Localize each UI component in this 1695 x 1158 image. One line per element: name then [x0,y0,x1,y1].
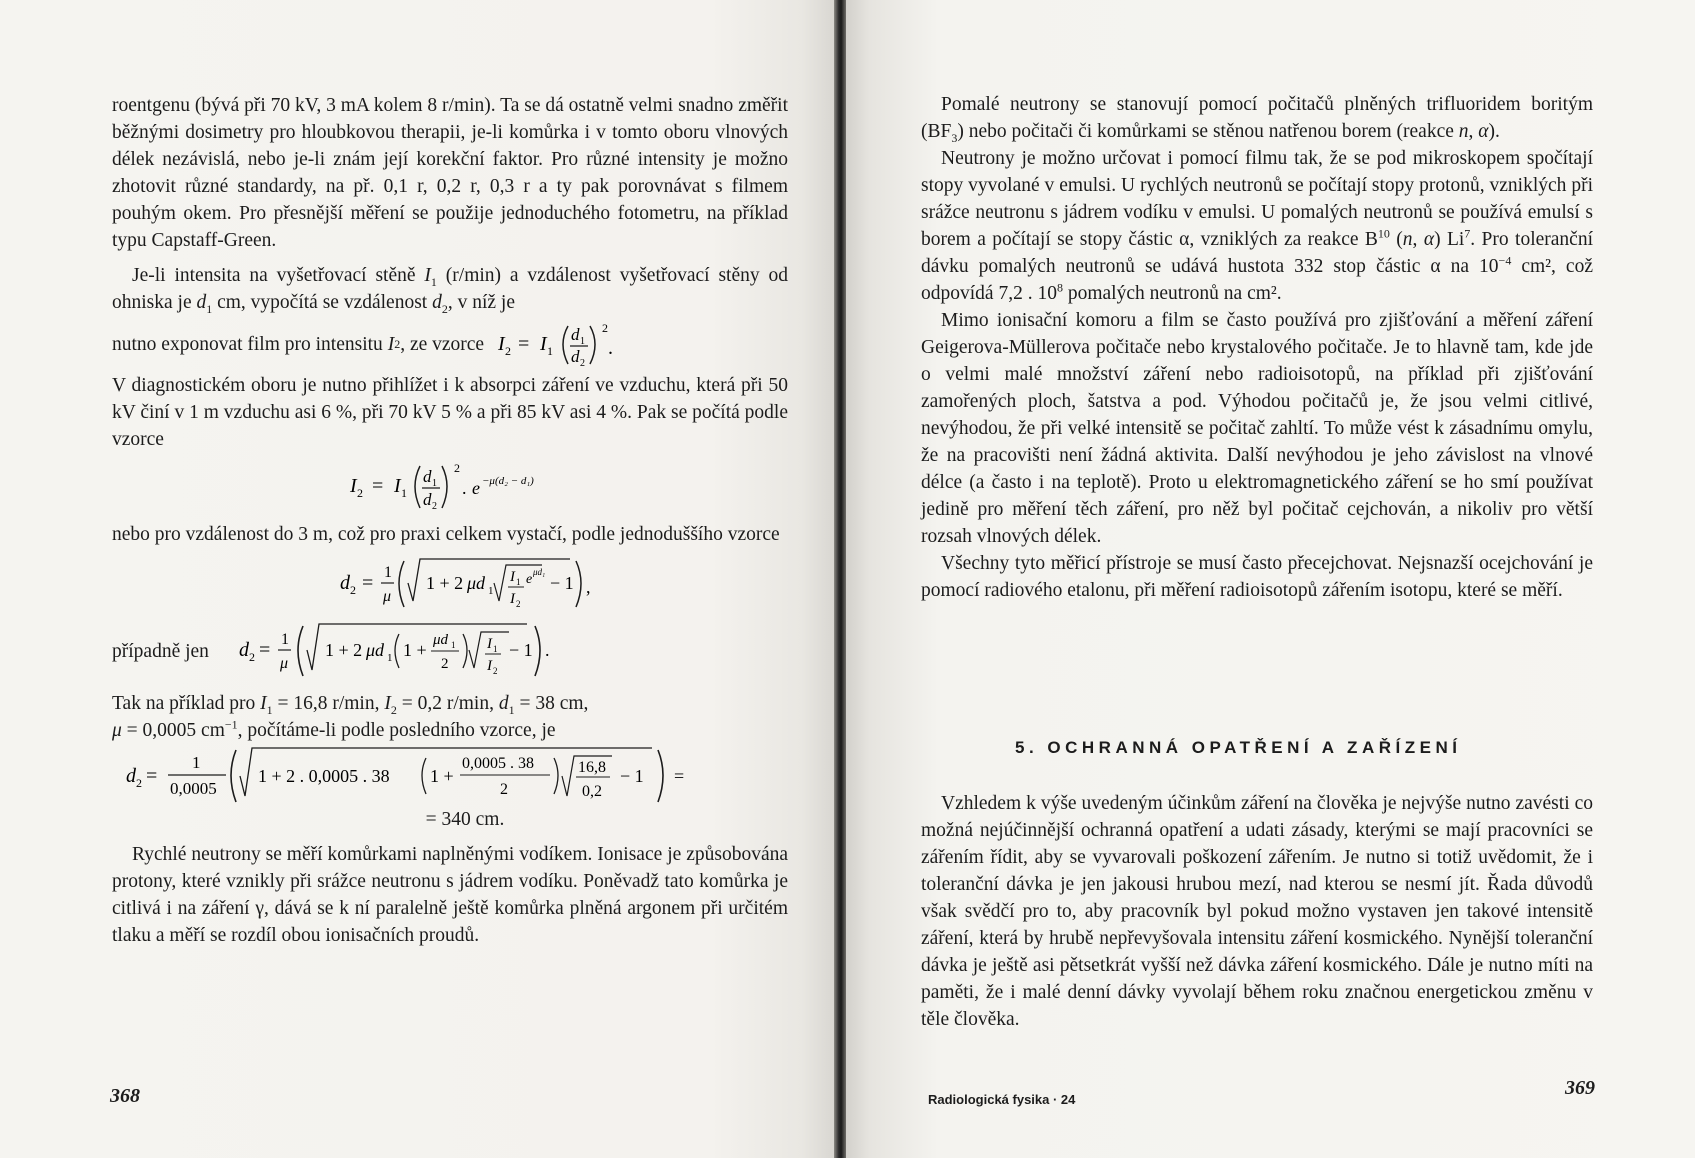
formula-line-1: nutno exponovat film pro intensitu I 2 , ze vzorce I 2 = I 1 d 1 d 2 2 . [112,316,788,372]
svg-text:1: 1 [432,478,437,489]
formula-absorption [340,458,560,516]
svg-text:=: = [372,475,384,497]
svg-text:d: d [423,490,432,509]
svg-text:I: I [498,333,505,355]
svg-text:d: d [423,467,432,486]
svg-text:I: I [486,636,492,652]
svg-text:1 + 2: 1 + 2 [324,640,363,660]
svg-text:I: I [510,591,515,607]
section-heading: 5. OCHRANNÁ OPATŘENÍ A ZAŘÍZENÍ [1015,738,1462,757]
page-number-right: 369 [1565,1077,1595,1099]
svg-text:d: d [571,347,580,366]
paragraph: V diagnostickém oboru je nutno přihlížet i k absorpci záření ve vzduchu, která při 50 kV činí v 1 m vzduchu asi 6 %, při 70 kV 5 % a při 85 kV asi 4 %. Pak se počítá podle vzorce [112,375,788,450]
svg-text:=: = [362,572,374,594]
svg-text:0,0005 . 38: 0,0005 . 38 [462,755,534,772]
svg-text:μd: μd [432,632,448,648]
svg-text:1: 1 [547,344,554,358]
paragraph: roentgenu (bývá při 70 kV, 3 mA kolem 8 r/min). Ta se dá ostatně velmi snadno změřit běžnými dosimetry pro hloubkovou therapii, je-li komůrka i v tomto oboru vlnových délek nezávislá, nebo je-li znám její korekční faktor. Pro různé intensity je možno zhotovit různé standardy, na př. 0,1 r, 0,2 r, 0,3 r a ty pak porovnávat s filmem pouhým okem. Pro přesnější měření se použije jednoduchého fotometru, na příklad typu Capstaff-Green. [112,95,788,251]
svg-text:2: 2 [440,656,449,672]
svg-text:2: 2 [492,666,498,676]
svg-text:1: 1 [488,585,494,597]
svg-text:0,0005: 0,0005 [170,779,217,798]
book-gutter [834,0,846,1158]
svg-text:1: 1 [192,753,201,772]
svg-text:2: 2 [454,461,460,475]
paragraph: Rychlé neutrony se měří komůrkami naplněnými vodíkem. Ionisace je způsobována protony, které vznikly při srážce neutronu s jádrem vodíku. Poněvadž tato komůrka je citlivá i na záření γ, dává se k ní paralelně ještě komůrka plněná argonem při určitém tlaku a měří se rozdíl obou ionisačních proudů. [112,844,788,946]
svg-text:e: e [526,572,533,587]
svg-text:2: 2 [500,781,508,798]
svg-text:d: d [238,639,249,661]
formula-example [112,744,788,806]
simplified-formula [112,554,788,614]
right-page-text [921,91,1593,604]
svg-text:2: 2 [505,344,512,358]
left-page-text [112,92,788,949]
svg-text:=: = [146,765,158,787]
svg-text:1: 1 [401,486,407,500]
svg-text:d: d [126,765,136,787]
svg-text:1 + 2: 1 + 2 [426,573,464,593]
svg-text:e: e [472,478,480,498]
svg-text:d: d [571,325,580,344]
svg-text:I: I [350,475,357,497]
page-number-left: 368 [110,1085,140,1107]
svg-text:d: d [340,572,350,594]
svg-text:=: = [674,766,685,786]
paragraph: Pomalé neutrony se stanovují pomocí počitačů plněných trifluoridem boritým $(BF_3)$ nebo počitači či komůrkami se stěnou natřenou borem (reakce n, α). [921,94,1593,145]
svg-text:μ: μ [279,655,288,672]
svg-text:1: 1 [492,644,498,654]
svg-text:1: 1 [580,336,586,347]
svg-text:1: 1 [516,577,521,587]
svg-text:μd: μd [467,573,486,593]
svg-text:μ: μ [383,588,392,605]
svg-text:μd: μd [365,640,384,660]
svg-text:2: 2 [357,486,363,500]
example-formula [112,744,788,806]
svg-text:.: . [544,640,550,660]
formula-result: = 340 cm. [425,809,505,830]
svg-text:16,8: 16,8 [578,759,606,776]
svg-text:I: I [486,658,492,674]
formula-simplified [280,553,620,615]
svg-text:μd₁: μd₁ [533,567,546,577]
svg-text:,: , [586,577,591,597]
svg-text:2: 2 [136,776,142,790]
svg-text:1 +: 1 + [402,640,427,660]
paragraph: Vzhledem k výše uvedeným účinkům záření na člověka je nejvýše nutno zavésti co možná nejúčinnější ochranná opatření a udati zásady, kterými se mají pracovníci se zářením řídit, aby se vyvarovali poškození zářením. Je nutno si totiž uvědomit, že i toleranční dávka je jen jakousi hrubou mezí, nad kterou se nesmí jít. Řada důvodů však svědčí pro to, aby pracovník byl pokud možno vystaven jen takové intensitě záření, která by hrubě nepřevyšovala intensitu záření kosmického. Nynější toleranční dávka je ještě asi pětsetkrát vyšší než dávka záření kosmického. Dále je nutno míti na paměti, že i malé denní dávky vyvolají během roku značnou energetickou změnu v těle člověka. [921,793,1593,1030]
svg-text:=: = [258,639,271,661]
svg-text:0,2: 0,2 [582,783,602,800]
svg-text:.: . [462,478,467,498]
svg-text:2: 2 [580,358,586,369]
formula-alternative [209,620,629,682]
svg-text:2: 2 [516,599,521,609]
paragraph: nebo pro vzdálenost do 3 m, což pro praxi celkem vystačí, podle jednoduššího vzorce [112,524,780,545]
svg-text:=: = [518,333,530,355]
svg-text:2: 2 [350,583,356,597]
absorption-formula [112,459,788,515]
formula-label: případně jen [112,640,209,662]
paragraph: Je-li intensita na vyšetřovací stěně $I_1$ (r/min) a vzdálenost vyšetřovací stěny od ohniska je $d_1$ cm, vypočítá se vzdálenost $d_2$, v níž je [112,265,789,316]
right-page-section-text [921,790,1593,1033]
svg-text:.: . [608,337,614,359]
svg-text:2: 2 [248,650,255,664]
svg-text:1: 1 [280,631,289,648]
svg-text:− 1: − 1 [620,766,644,786]
svg-text:I: I [540,333,547,355]
svg-text:−μ(d₂ − d₁): −μ(d₂ − d₁) [482,475,534,487]
svg-text:1 + 2 . 0,0005 . 38: 1 + 2 . 0,0005 . 38 [258,766,390,786]
svg-text:− 1: − 1 [508,640,533,660]
svg-text:2: 2 [602,321,609,335]
paragraph: Tak na příklad pro $I_1 = 16,8$ r/min, $I_2 = 0,2$ r/min, $d_1 = 38$ cm, μ = 0,0005 $cm^{-1}$, počítáme-li podle posledního vzorce, je [112,693,589,741]
svg-text:I: I [510,569,515,585]
svg-text:1 +: 1 + [430,766,454,786]
svg-text:1: 1 [450,640,456,650]
paragraph: Neutrony je možno určovat i pomocí filmu tak, že se pod mikroskopem spočítají stopy vyvolané v emulsi. U rychlých neutronů se počítají stopy protonů, vzniklých při srážce neutronu s jádrem vodíku v emulsi. U pomalých neutronů se používá emulsí s borem a počítají se stopy částic α, vzniklých za reakce $B^{10}$ (n, α) Li$^7$. Pro toleranční dávku pomalých neutronů se udává hustota 332 stop částic α na $10^{-4}$ cm², což odpovídá 7,2 . $10^8$ pomalých neutronů na cm². [921,148,1593,304]
svg-text:− 1: − 1 [550,573,574,593]
svg-text:2: 2 [432,501,437,512]
footer-signature: Radiologická fysika · 24 [928,1092,1076,1107]
svg-text:1: 1 [386,652,393,664]
svg-text:1: 1 [384,564,392,581]
paragraph: Všechny tyto měřicí přístroje se musí často přecejchovat. Nejsnazší ocejchování je pomocí radiového etalonu, při měření radioisotopů zářením isotopu, které se měří. [921,553,1593,601]
inverse-square-formula [484,316,634,372]
paragraph: Mimo ionisační komoru a film se často používá pro zjišťování a měření záření Geigerova-Müllerova počitače nebo krystalového počitače. Je to hlavně tam, kde jde o velmi malé množství záření nebo radioisotopů, na příklad při zjišťování zamořených ploch, šatstva a pod. Výhodou počitačů je, že jsou velmi citlivé, nevýhodou, že při velké intensitě se počitač zahltí. To může vést k zásadnímu omylu, že na pracovišti není žádná aktivita. Další nevýhodou je jeho závislost na vlnové délce (a často i na teplotě). Proto u elektromagnetického záření se ho smí používat jedině pro měření těch záření, pro něž byl počitač cejchován, a nikoliv pro větší rozsah vlnových délek. [921,310,1593,547]
alternative-formula [112,620,788,682]
svg-text:I: I [394,475,401,497]
